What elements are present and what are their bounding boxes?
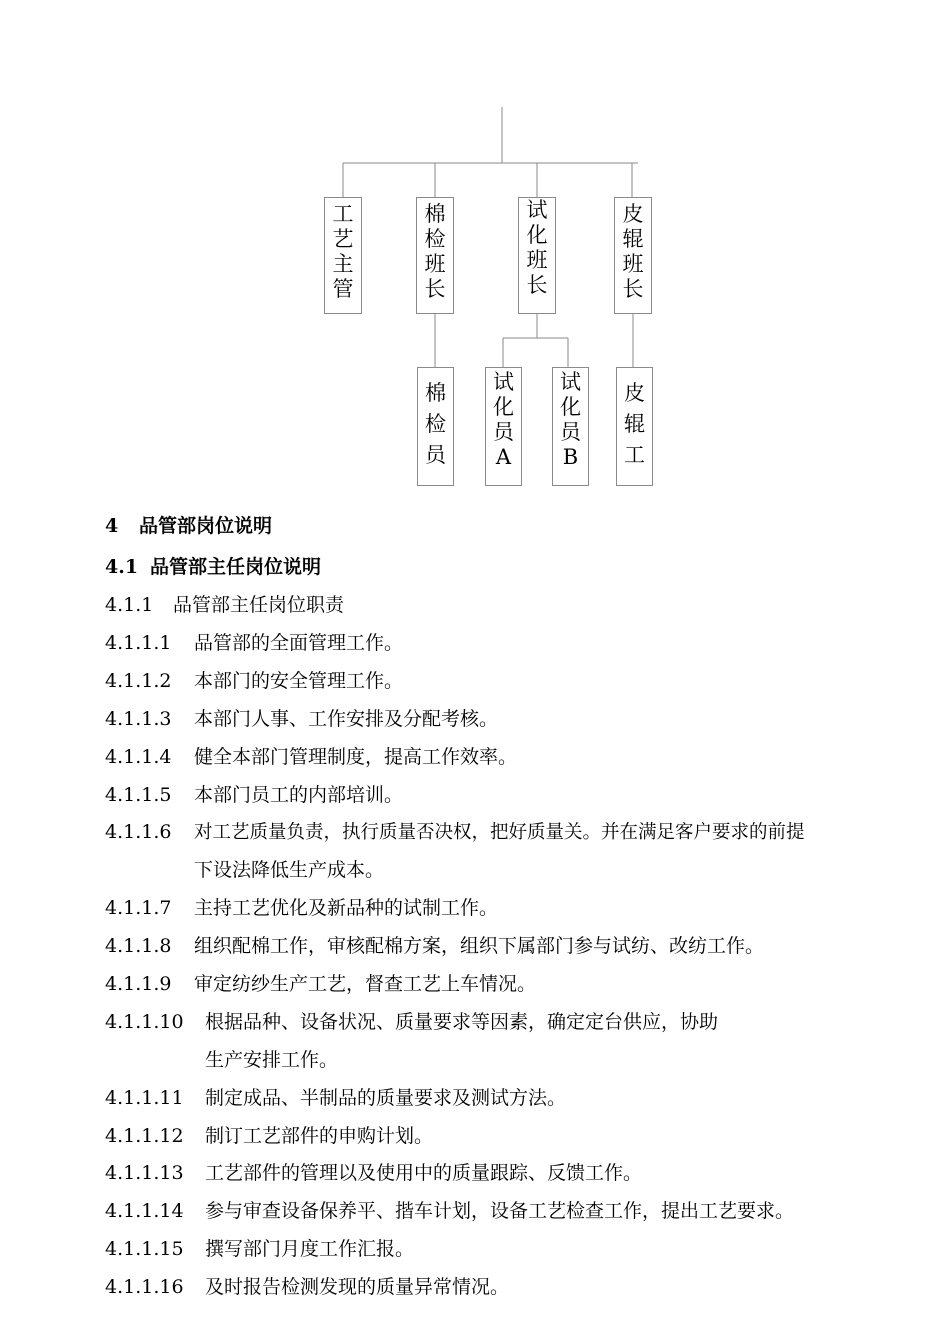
org-box-char: 试 [493, 370, 514, 394]
org-box-char: 试 [526, 198, 548, 222]
org-box-char: 员 [493, 420, 514, 444]
item-number: 4.1.1.11 [105, 1087, 184, 1109]
item-text: 参与审查设备保养平、揩车计划，设备工艺检查工作，提出工艺要求。 [205, 1200, 795, 1222]
item-text: 及时报告检测发现的质量异常情况。 [205, 1276, 510, 1298]
org-box-char: 长 [622, 277, 644, 301]
item-text: 制定成品、半制品的质量要求及测试方法。 [205, 1087, 567, 1109]
item-text: 本部门的安全管理工作。 [194, 670, 404, 692]
org-box-char: 检 [425, 412, 446, 436]
duty-number: 4.1.1 [105, 594, 154, 616]
org-box-char: 艺 [332, 227, 354, 251]
list-item [105, 896, 498, 920]
org-box-char: 长 [526, 273, 548, 297]
item-text: 撰写部门月度工作汇报。 [205, 1238, 415, 1260]
org-box-roller-leader [614, 197, 652, 314]
list-item [105, 707, 498, 731]
item-text: 制订工艺部件的申购计划。 [205, 1125, 434, 1147]
org-box-char: 辊 [624, 412, 645, 436]
org-box-char: 试 [560, 370, 581, 394]
item-text: 组织配棉工作，审核配棉方案，组织下属部门参与试纺、改纺工作。 [194, 935, 765, 957]
section-title: 品管部岗位说明 [139, 515, 273, 537]
list-item [105, 1237, 414, 1261]
org-box-char: 长 [424, 277, 446, 301]
list-item [105, 1086, 566, 1110]
item-number: 4.1.1.9 [105, 973, 172, 995]
org-box-lab-leader [518, 197, 556, 314]
org-box-char: 班 [424, 252, 446, 276]
list-item [105, 669, 403, 693]
section-heading [105, 514, 272, 538]
item-number: 4.1.1.2 [105, 670, 172, 692]
section-number: 4 [105, 515, 119, 537]
org-box-char: 工 [332, 202, 354, 226]
item-text: 审定纺纱生产工艺，督查工艺上车情况。 [194, 973, 537, 995]
org-box-char: 班 [526, 248, 548, 272]
item-number: 4.1.1.16 [105, 1276, 184, 1298]
subsection-title: 品管部主任岗位说明 [150, 556, 322, 578]
item-text-continuation: 下设法降低生产成本。 [194, 859, 385, 881]
item-number: 4.1.1.8 [105, 935, 172, 957]
org-box-char: 管 [332, 277, 354, 301]
item-number: 4.1.1.4 [105, 746, 172, 768]
org-box-char: 化 [493, 395, 514, 419]
list-item [105, 631, 403, 655]
item-text: 健全本部门管理制度，提高工作效率。 [194, 746, 518, 768]
org-box-char: 班 [622, 252, 644, 276]
item-number: 4.1.1.1 [105, 632, 172, 654]
org-box-process-supervisor [324, 197, 362, 314]
org-box-char: B [562, 445, 579, 469]
item-text: 本部门人事、工作安排及分配考核。 [194, 708, 499, 730]
item-text: 品管部的全面管理工作。 [194, 632, 404, 654]
org-box-char: 辊 [622, 227, 644, 251]
org-box-char: 员 [425, 443, 446, 467]
subsection-number: 4.1 [105, 556, 139, 578]
item-number: 4.1.1.15 [105, 1238, 184, 1260]
list-item [105, 1161, 642, 1185]
item-text-continuation: 生产安排工作。 [205, 1049, 339, 1071]
item-text: 主持工艺优化及新品种的试制工作。 [194, 897, 499, 919]
org-box-char: A [495, 445, 512, 469]
duty-title [105, 593, 344, 617]
item-number: 4.1.1.10 [105, 1011, 184, 1033]
item-number: 4.1.1.5 [105, 784, 172, 806]
org-box-char: 化 [560, 395, 581, 419]
item-number: 4.1.1.7 [105, 897, 172, 919]
list-item [105, 1275, 509, 1299]
item-number: 4.1.1.13 [105, 1162, 184, 1184]
list-item [105, 972, 536, 996]
item-text: 根据品种、设备状况、质量要求等因素，确定定台供应，协助 [205, 1011, 719, 1033]
item-text: 对工艺质量负责，执行质量否决权，把好质量关。并在满足客户要求的前提 [194, 822, 805, 843]
org-box-char: 化 [526, 223, 548, 247]
org-box-cotton-inspection-leader [416, 197, 454, 314]
org-box-char: 皮 [622, 202, 644, 226]
org-box-char: 检 [424, 227, 446, 251]
list-item-continuation [194, 858, 384, 882]
org-box-char: 工 [624, 443, 645, 467]
list-item [105, 1124, 433, 1148]
org-box-roller-worker [616, 367, 653, 486]
org-box-cotton-inspector [417, 367, 454, 486]
list-item [105, 1010, 718, 1034]
list-item [105, 783, 403, 807]
org-box-char: 棉 [424, 202, 446, 226]
item-number: 4.1.1.14 [105, 1200, 184, 1222]
org-chart-connectors [0, 0, 950, 500]
item-text: 工艺部件的管理以及使用中的质量跟踪、反馈工作。 [205, 1162, 643, 1184]
org-box-lab-tester-b [552, 367, 589, 486]
item-number: 4.1.1.6 [105, 821, 172, 843]
org-box-char: 棉 [425, 381, 446, 405]
list-item [105, 934, 764, 958]
list-item [105, 820, 805, 845]
item-number: 4.1.1.12 [105, 1125, 184, 1147]
item-text: 本部门员工的内部培训。 [194, 784, 404, 806]
org-box-lab-tester-a [485, 367, 522, 486]
list-item [105, 745, 517, 769]
org-box-char: 主 [332, 252, 354, 276]
list-item [105, 1199, 794, 1223]
item-number: 4.1.1.3 [105, 708, 172, 730]
org-box-char: 员 [560, 420, 581, 444]
org-box-char: 皮 [624, 381, 645, 405]
duty-title-text: 品管部主任岗位职责 [173, 594, 345, 616]
list-item-continuation [205, 1048, 338, 1072]
subsection-heading [105, 555, 321, 579]
